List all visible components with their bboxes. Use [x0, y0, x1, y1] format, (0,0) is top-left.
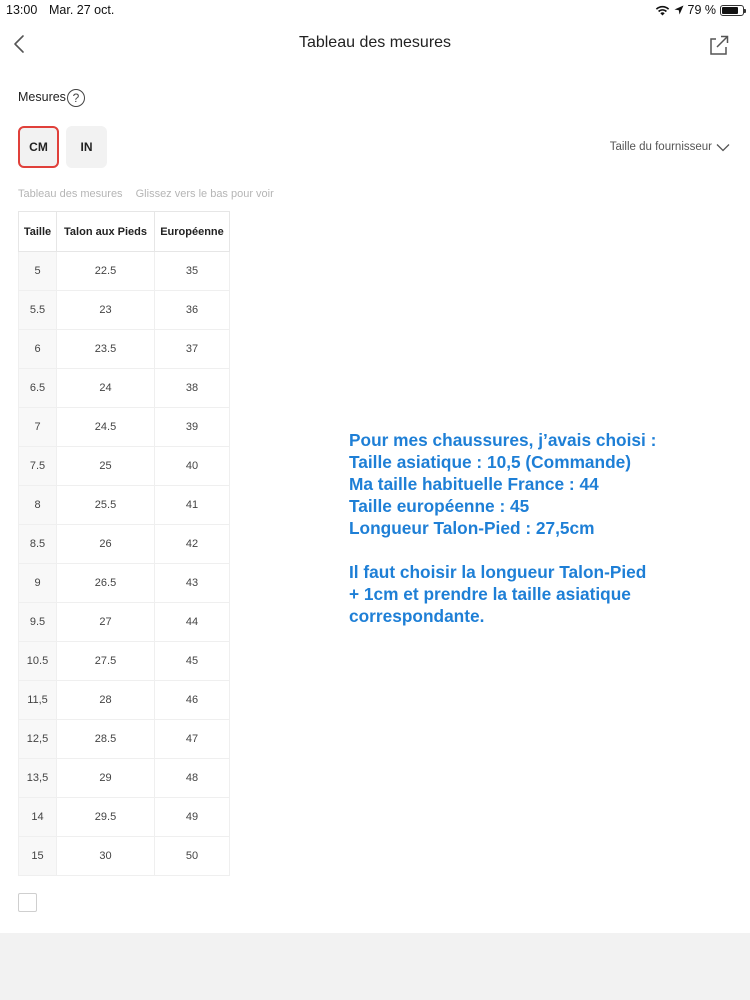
table-row	[19, 720, 230, 759]
annotation-note	[349, 429, 739, 627]
note-line: correspondante.	[349, 606, 485, 626]
cell-taille: 5	[19, 252, 57, 291]
cell-talon-aux-pieds: 26.5	[57, 564, 155, 603]
swipe-hint	[18, 188, 274, 200]
cell-europeenne: 35	[155, 252, 230, 291]
cell-europeenne: 42	[155, 525, 230, 564]
cell-taille: 5.5	[19, 291, 57, 330]
cell-europeenne: 43	[155, 564, 230, 603]
table-row	[19, 486, 230, 525]
nav-bar	[0, 20, 750, 68]
table-row	[19, 447, 230, 486]
table-row	[19, 642, 230, 681]
note-line: Ma taille habituelle France : 44	[349, 474, 599, 494]
battery-level	[722, 7, 738, 14]
cell-europeenne: 36	[155, 291, 230, 330]
wifi-icon	[655, 5, 670, 16]
bottom-area	[0, 933, 750, 1000]
note-paragraph-2	[349, 561, 739, 627]
cell-taille: 13,5	[19, 759, 57, 798]
battery-icon	[720, 5, 744, 16]
status-date: Mar. 27 oct.	[49, 3, 115, 17]
cell-talon-aux-pieds: 23	[57, 291, 155, 330]
battery-percent: 79 %	[687, 3, 716, 17]
cell-talon-aux-pieds: 30	[57, 837, 155, 876]
status-time: 13:00	[6, 3, 38, 17]
table-row	[19, 759, 230, 798]
status-right	[655, 3, 745, 17]
cell-talon-aux-pieds: 28	[57, 681, 155, 720]
cell-europeenne: 38	[155, 369, 230, 408]
measures-label: Mesures	[18, 90, 66, 104]
note-paragraph-1	[349, 429, 739, 539]
unit-in-button[interactable]: IN	[66, 126, 107, 168]
supplier-size-dropdown[interactable]	[610, 141, 730, 153]
note-line: Taille asiatique : 10,5 (Commande)	[349, 452, 632, 472]
table-row	[19, 525, 230, 564]
cell-taille: 14	[19, 798, 57, 837]
table-row	[19, 837, 230, 876]
cell-taille: 8.5	[19, 525, 57, 564]
table-row	[19, 564, 230, 603]
header-europeenne: Européenne	[155, 212, 230, 252]
cell-taille: 7	[19, 408, 57, 447]
cell-talon-aux-pieds: 27	[57, 603, 155, 642]
cell-taille: 9	[19, 564, 57, 603]
table-row	[19, 369, 230, 408]
location-icon	[674, 5, 684, 15]
cell-europeenne: 45	[155, 642, 230, 681]
note-line: Il faut choisir la longueur Talon-Pied	[349, 562, 647, 582]
note-line: Pour mes chaussures, j’avais choisi :	[349, 430, 657, 450]
note-line: Taille européenne : 45	[349, 496, 530, 516]
unit-cm-button[interactable]: CM	[18, 126, 59, 168]
table-row	[19, 291, 230, 330]
cell-taille: 9.5	[19, 603, 57, 642]
note-spacer	[349, 539, 739, 561]
status-bar	[0, 0, 750, 20]
hint-text: Glissez vers le bas pour voir	[135, 188, 274, 200]
table-row	[19, 408, 230, 447]
cell-taille: 6.5	[19, 369, 57, 408]
table-row	[19, 681, 230, 720]
cell-europeenne: 47	[155, 720, 230, 759]
cell-taille: 6	[19, 330, 57, 369]
supplier-size-label: Taille du fournisseur	[609, 141, 712, 153]
cell-europeenne: 48	[155, 759, 230, 798]
cell-talon-aux-pieds: 22.5	[57, 252, 155, 291]
cell-europeenne: 37	[155, 330, 230, 369]
table-header-row	[19, 212, 230, 252]
size-table-body	[19, 252, 230, 876]
chevron-down-icon	[716, 143, 730, 152]
cell-talon-aux-pieds: 26	[57, 525, 155, 564]
size-table	[18, 211, 230, 876]
cell-talon-aux-pieds: 25.5	[57, 486, 155, 525]
cell-europeenne: 40	[155, 447, 230, 486]
share-icon	[706, 30, 732, 58]
note-line: Longueur Talon-Pied : 27,5cm	[349, 518, 595, 538]
table-row	[19, 252, 230, 291]
table-row	[19, 798, 230, 837]
cell-taille: 10.5	[19, 642, 57, 681]
page-title: Tableau des mesures	[298, 34, 452, 51]
checkbox[interactable]	[18, 893, 37, 912]
cell-taille: 7.5	[19, 447, 57, 486]
cell-taille: 8	[19, 486, 57, 525]
note-line: + 1cm et prendre la taille asiatique	[349, 584, 631, 604]
table-row	[19, 330, 230, 369]
cell-europeenne: 44	[155, 603, 230, 642]
cell-europeenne: 46	[155, 681, 230, 720]
cell-talon-aux-pieds: 27.5	[57, 642, 155, 681]
cell-taille: 12,5	[19, 720, 57, 759]
cell-talon-aux-pieds: 23.5	[57, 330, 155, 369]
cell-europeenne: 41	[155, 486, 230, 525]
cell-talon-aux-pieds: 29.5	[57, 798, 155, 837]
share-button[interactable]	[706, 30, 732, 58]
cell-talon-aux-pieds: 24.5	[57, 408, 155, 447]
cell-taille: 15	[19, 837, 57, 876]
cell-europeenne: 49	[155, 798, 230, 837]
cell-europeenne: 39	[155, 408, 230, 447]
cell-talon-aux-pieds: 28.5	[57, 720, 155, 759]
cell-talon-aux-pieds: 24	[57, 369, 155, 408]
header-taille: Taille	[19, 212, 57, 252]
cell-talon-aux-pieds: 29	[57, 759, 155, 798]
hint-title: Tableau des mesures	[18, 188, 123, 200]
cell-talon-aux-pieds: 25	[57, 447, 155, 486]
cell-europeenne: 50	[155, 837, 230, 876]
table-row	[19, 603, 230, 642]
cell-taille: 11,5	[19, 681, 57, 720]
header-talon-aux-pieds: Talon aux Pieds	[57, 212, 155, 252]
help-icon[interactable]: ?	[67, 89, 85, 107]
